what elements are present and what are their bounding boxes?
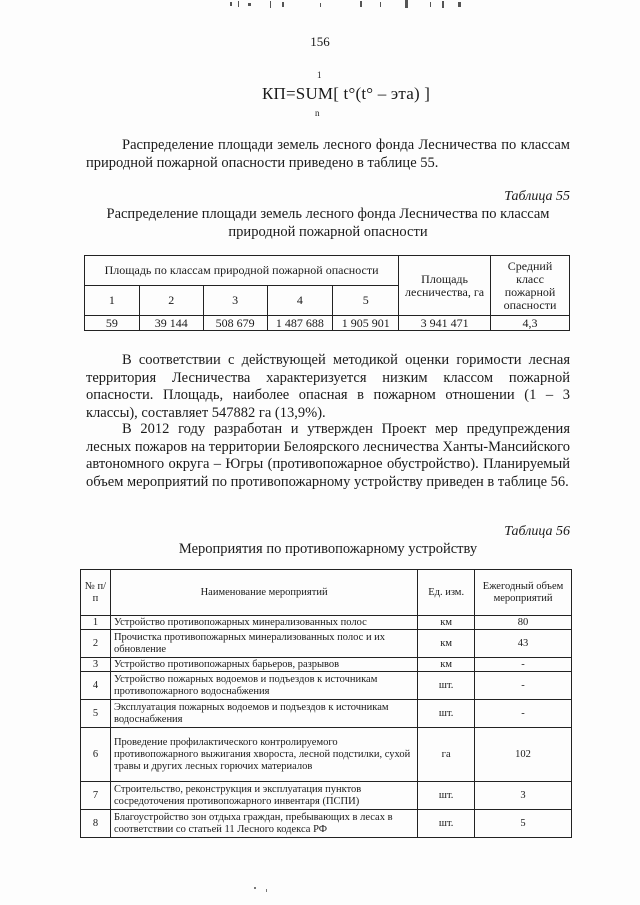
- row-unit: км: [418, 616, 475, 630]
- row-volume: 102: [475, 728, 572, 782]
- table55-header-avg: Средний класс пожарной опасности: [491, 256, 570, 316]
- row-num: 4: [81, 672, 111, 700]
- formula: [262, 70, 462, 126]
- table55-value: 508 679: [203, 316, 267, 331]
- row-volume: 5: [475, 810, 572, 838]
- table55-label: Таблица 55: [504, 189, 570, 204]
- table55-header-group: Площадь по классам природной пожарной опасности: [85, 256, 399, 286]
- table56-label: Таблица 56: [504, 524, 570, 539]
- row-name: Устройство пожарных водоемов и подъездов к источникам противопожарного водоснабжения: [110, 672, 417, 700]
- table-row: [81, 782, 572, 810]
- paragraph-methodology: [86, 352, 570, 422]
- table55-title: Распределение площади земель лесного фонда Лесничества по классам природной пожарной опасности: [106, 206, 550, 240]
- table55-class-header: 2: [139, 286, 203, 316]
- table-row: [81, 672, 572, 700]
- row-num: 2: [81, 630, 111, 658]
- row-num: 6: [81, 728, 111, 782]
- row-volume: 43: [475, 630, 572, 658]
- scan-speck-decoration: [250, 884, 280, 894]
- table-row: [81, 658, 572, 672]
- table55-class-header: 3: [203, 286, 267, 316]
- table55-class-header: 5: [333, 286, 399, 316]
- table55-value: 1 905 901: [333, 316, 399, 331]
- row-volume: -: [475, 658, 572, 672]
- row-name: Строительство, реконструкция и эксплуатация пунктов сосредоточения противопожарного инвентаря (ПСПИ): [110, 782, 417, 810]
- table56-header-unit: Ед. изм.: [418, 570, 475, 616]
- row-unit: км: [418, 658, 475, 672]
- row-unit: шт.: [418, 810, 475, 838]
- row-name: Прочистка противопожарных минерализованных полос и их обновление: [110, 630, 417, 658]
- row-volume: 3: [475, 782, 572, 810]
- table56-header-volume: Ежегодный объем мероприятий: [475, 570, 572, 616]
- table-row: [81, 700, 572, 728]
- paragraph-intro: [86, 137, 570, 172]
- table56-header-name: Наименование мероприятий: [110, 570, 417, 616]
- table55-class-header: 1: [85, 286, 140, 316]
- paragraph-project: [86, 421, 570, 491]
- table-row: [81, 630, 572, 658]
- table55-value: 59: [85, 316, 140, 331]
- table-row: [81, 728, 572, 782]
- paragraph-intro-text: Распределение площади земель лесного фонда Лесничества по классам природной пожарной опасности приведено в таблице 55.: [86, 137, 570, 171]
- row-num: 3: [81, 658, 111, 672]
- row-volume: -: [475, 700, 572, 728]
- formula-main: КП=SUM[ t°(t° – эта) ]: [262, 84, 431, 103]
- row-num: 1: [81, 616, 111, 630]
- row-volume: 80: [475, 616, 572, 630]
- table55-area-value: 3 941 471: [399, 316, 491, 331]
- row-name: Устройство противопожарных минерализованных полос: [110, 616, 417, 630]
- row-name: Проведение профилактического контролируемого противопожарного выжигания хвороста, лесной подстилки, сухой травы и других лесных горючих материалов: [110, 728, 417, 782]
- table55-avg-value: 4,3: [491, 316, 570, 331]
- row-unit: км: [418, 630, 475, 658]
- row-unit: га: [418, 728, 475, 782]
- table56-header-num: № п/п: [81, 570, 111, 616]
- row-num: 7: [81, 782, 111, 810]
- row-volume: -: [475, 672, 572, 700]
- table-row: [81, 810, 572, 838]
- row-name: Устройство противопожарных барьеров, разрывов: [110, 658, 417, 672]
- row-num: 5: [81, 700, 111, 728]
- table-row: [81, 616, 572, 630]
- table55-class-header: 4: [267, 286, 333, 316]
- paragraph-project-text: В 2012 году разработан и утвержден Проект мер предупреждения лесных пожаров на территории Белоярского лесничества Ханты-Мансийского автономного округа – Югры (противопожарное обустройство). Планируемый объем мероприятий по противопожарному устройству приведен в таблице 56.: [86, 421, 570, 490]
- row-num: 8: [81, 810, 111, 838]
- table55-value: 39 144: [139, 316, 203, 331]
- row-name: Эксплуатация пожарных водоемов и подъездов к источникам водоснабжения: [110, 700, 417, 728]
- table56: [80, 569, 572, 838]
- row-name: Благоустройство зон отдыха граждан, пребывающих в лесах в соответствии со статьей 11 Лесного кодекса РФ: [110, 810, 417, 838]
- table55-value: 1 487 688: [267, 316, 333, 331]
- paragraph-methodology-text: В соответствии с действующей методикой оценки горимости лесная территория Лесничества характеризуется низким классом пожарной опасности. Площадь, наиболее опасная в пожарном отношении (1 – 3 классы), составляет 547882 га (13,9%).: [86, 352, 570, 421]
- page-number: 156: [310, 34, 330, 49]
- row-unit: шт.: [418, 700, 475, 728]
- table56-title: Мероприятия по противопожарному устройству: [178, 541, 478, 557]
- table55-header-area: Площадь лесничества, га: [399, 256, 491, 316]
- table55: [84, 255, 570, 331]
- formula-subscript: n: [315, 108, 320, 118]
- row-unit: шт.: [418, 672, 475, 700]
- formula-superscript: 1: [317, 70, 322, 80]
- row-unit: шт.: [418, 782, 475, 810]
- stamp-marks-decoration: [230, 0, 470, 10]
